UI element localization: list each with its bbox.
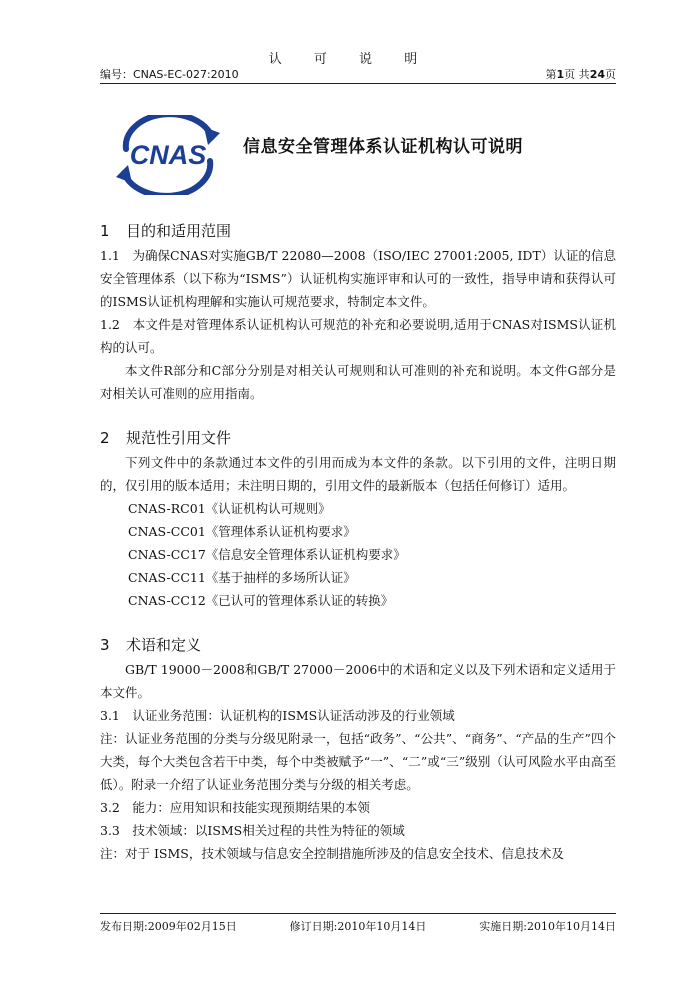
page-total: 24	[589, 68, 605, 81]
page-header-title: 认 可 说 明	[268, 52, 432, 67]
paragraph-3-3: 3.2 能力：应用知识和技能实现预期结果的本领	[100, 800, 370, 815]
document-number: 编号：CNAS-EC-027:2010	[100, 68, 239, 81]
section-heading-3	[100, 632, 616, 658]
page-mid: 页 共	[564, 68, 590, 81]
document-title: 信息安全管理体系认证机构认可说明	[243, 137, 523, 157]
paragraph-3-4: 3.3 技术领域：以ISMS相关过程的共性为特征的领域	[100, 823, 405, 838]
paragraph-1-1: 1.1 为确保CNAS对实施GB/T 22080—2008（ISO/IEC 27001:2005, IDT）认证的信息安全管理体系（以下称为“ISMS”）认证机构实施评审和认可的一致性，指导申请和获得认可的ISMS认证机构理解和实施认可规范要求，特制定本文件。	[100, 248, 616, 309]
reference-item: CNAS-CC12《已认可的管理体系认证的转换》	[128, 593, 394, 608]
logo-text: CNAS	[129, 140, 207, 170]
logo-arrow-top	[204, 127, 220, 145]
reference-item: CNAS-CC17《信息安全管理体系认证机构要求》	[128, 547, 406, 562]
section-number: 2	[100, 429, 110, 447]
paragraph-3-2: 3.1 认证业务范围：认证机构的ISMS认证活动涉及的行业领域	[100, 708, 455, 723]
paragraph-2-1: 下列文件中的条款通过本文件的引用而成为本文件的条款。以下引用的文件，注明日期的，仅引用的版本适用；未注明日期的，引用文件的最新版本（包括任何修订）适用。	[100, 455, 616, 493]
page-current: 1	[556, 68, 565, 81]
section-spacer	[100, 612, 616, 632]
page-info	[546, 66, 616, 82]
cnas-logo	[108, 115, 228, 195]
reference-item: CNAS-CC11《基于抽样的多场所认证》	[128, 570, 356, 585]
issue-date: 发布日期:2009年02月15日	[100, 920, 237, 933]
section-heading-1	[100, 218, 616, 244]
section-spacer	[100, 405, 616, 425]
section-title: 目的和适用范围	[126, 222, 232, 240]
page-prefix: 第	[545, 68, 557, 81]
section-title: 术语和定义	[126, 636, 202, 654]
main-content	[100, 218, 616, 865]
paragraph-3-1: GB/T 19000－2008和GB/T 27000－2006中的术语和定义以及下列术语和定义适用于本文件。	[100, 662, 616, 700]
page-footer	[100, 918, 616, 934]
header-divider	[100, 83, 616, 84]
section-number: 1	[100, 222, 110, 240]
footer-divider	[100, 913, 616, 914]
revision-date: 修订日期:2010年10月14日	[289, 920, 427, 933]
effective-date: 实施日期:2010年10月14日	[479, 920, 616, 933]
section-title: 规范性引用文件	[126, 429, 232, 447]
section-heading-2	[100, 425, 616, 451]
section-number: 3	[100, 636, 110, 654]
page-suffix: 页	[605, 68, 616, 81]
note-3-1: 注：认证业务范围的分类与分级见附录一，包括“政务”、“公共”、“商务”、“产品的生产”四个大类，每个大类包含若干中类，每个中类被赋予“一”、“二”或“三”级别（认可风险水平由高至低）。附录一介绍了认证业务范围分类与分级的相关考虑。	[100, 731, 616, 792]
note-3-2: 注：对于 ISMS，技术领域与信息安全控制措施所涉及的信息安全技术、信息技术及	[100, 846, 564, 861]
reference-item: CNAS-RC01《认证机构认可规则》	[128, 501, 331, 516]
paragraph-1-3: 本文件R部分和C部分分别是对相关认可规则和认可准则的补充和说明。本文件G部分是对相关认可准则的应用指南。	[100, 363, 616, 401]
reference-item: CNAS-CC01《管理体系认证机构要求》	[128, 524, 356, 539]
paragraph-1-2: 1.2 本文件是对管理体系认证机构认可规范的补充和必要说明,适用于CNAS对ISMS认证机构的认可。	[100, 317, 616, 355]
